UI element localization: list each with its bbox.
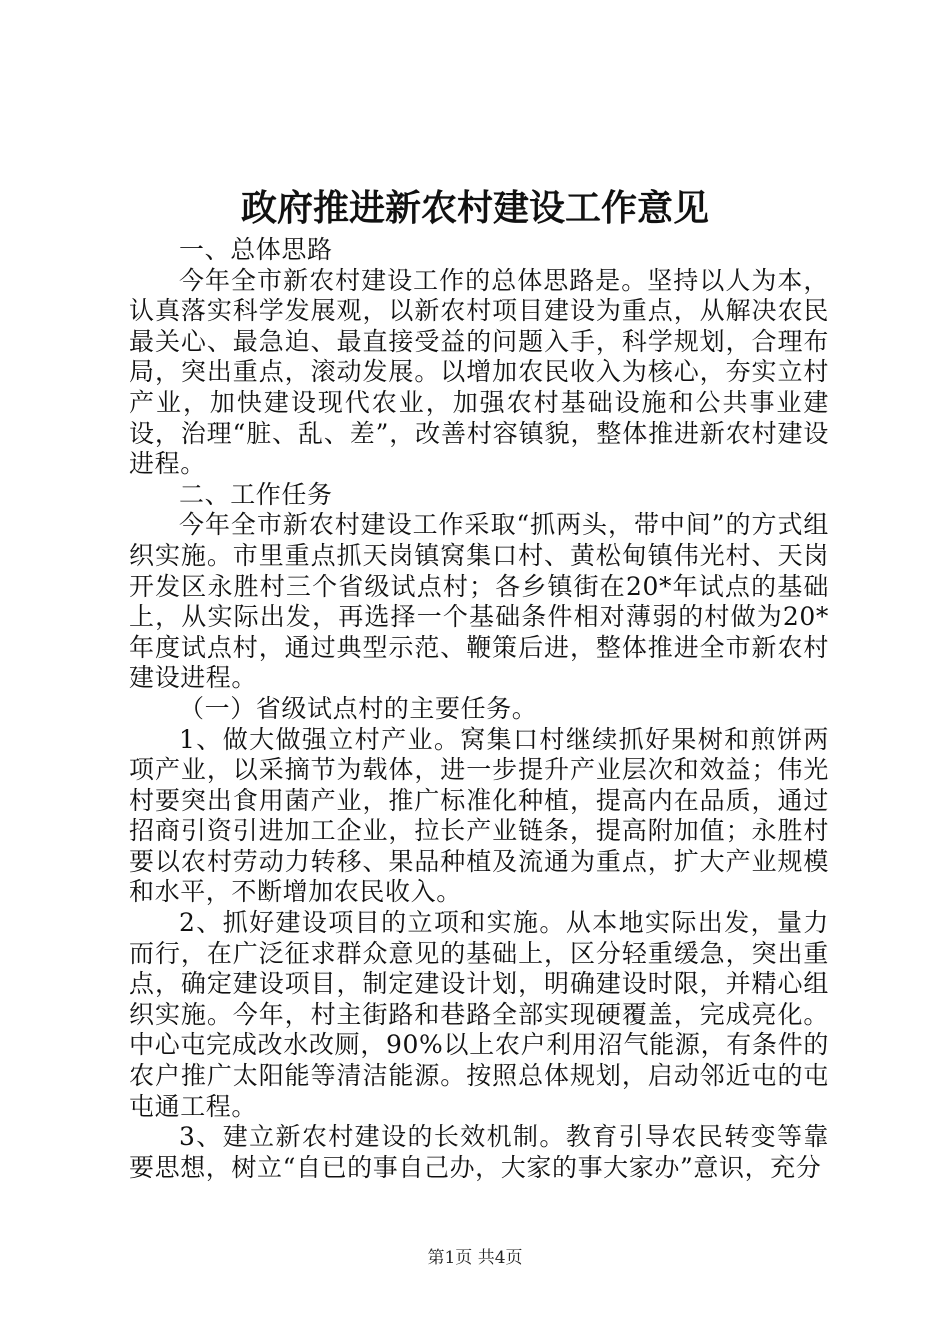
document-body (129, 235, 829, 1183)
page-footer: 第1页 共4页 (427, 1248, 523, 1268)
subsection-heading-provincial-pilot-villages: （一）省级试点村的主要任务。 (179, 693, 538, 723)
paragraph-task-3: 3、建立新农村建设的长效机制。教育引导农民转变等靠要思想，树立“自已的事自己办，大家的事大家办”意识，充分 (129, 1122, 829, 1182)
paragraph-task-2: 2、抓好建设项目的立项和实施。从本地实际出发，量力而行，在广泛征求群众意见的基础上，区分轻重缓急，突出重点，确定建设项目，制定建设计划，明确建设时限，并精心组织实施。今年，村主街路和巷路全部实现硬覆盖，完成亮化。中心屯完成改水改厕，90%以上农户利用沼气能源，有条件的农户推广太阳能等清洁能源。按照总体规划，启动邻近屯的屯屯通工程。 (129, 908, 829, 1121)
document-title: 政府推进新农村建设工作意见 (240, 188, 709, 229)
section-heading-overall-approach: 一、总体思路 (179, 235, 333, 264)
section-heading-work-tasks: 二、工作任务 (179, 479, 333, 509)
paragraph-task-1: 1、做大做强立村产业。窝集口村继续抓好果树和煎饼两项产业，以采摘节为载体，进一步提升产业层次和效益；伟光村要突出食用菌产业，推广标准化种植，提高内在品质，通过招商引资引进加工企业，拉长产业链条，提高附加值；永胜村要以农村劳动力转移、果品种植及流通为重点，扩大产业规模和水平，不断增加农民收入。 (129, 724, 829, 907)
paragraph-work-tasks: 今年全市新农村建设工作采取“抓两头，带中间”的方式组织实施。市里重点抓天岗镇窝集口村、黄松甸镇伟光村、天岗开发区永胜村三个省级试点村；各乡镇街在20*年试点的基础上，从实际出发，再选择一个基础条件相对薄弱的村做为20*年度试点村，通过典型示范、鞭策后进，整体推进全市新农村建设进程。 (129, 510, 829, 693)
paragraph-overall-approach: 今年全市新农村建设工作的总体思路是。坚持以人为本，认真落实科学发展观，以新农村项目建设为重点，从解决农民最关心、最急迫、最直接受益的问题入手，科学规划，合理布局，突出重点，滚动发展。以增加农民收入为核心，夯实立村产业，加快建设现代农业，加强农村基础设施和公共事业建设，治理“脏、乱、差”，改善村容镇貌，整体推进新农村建设进程。 (129, 265, 829, 479)
